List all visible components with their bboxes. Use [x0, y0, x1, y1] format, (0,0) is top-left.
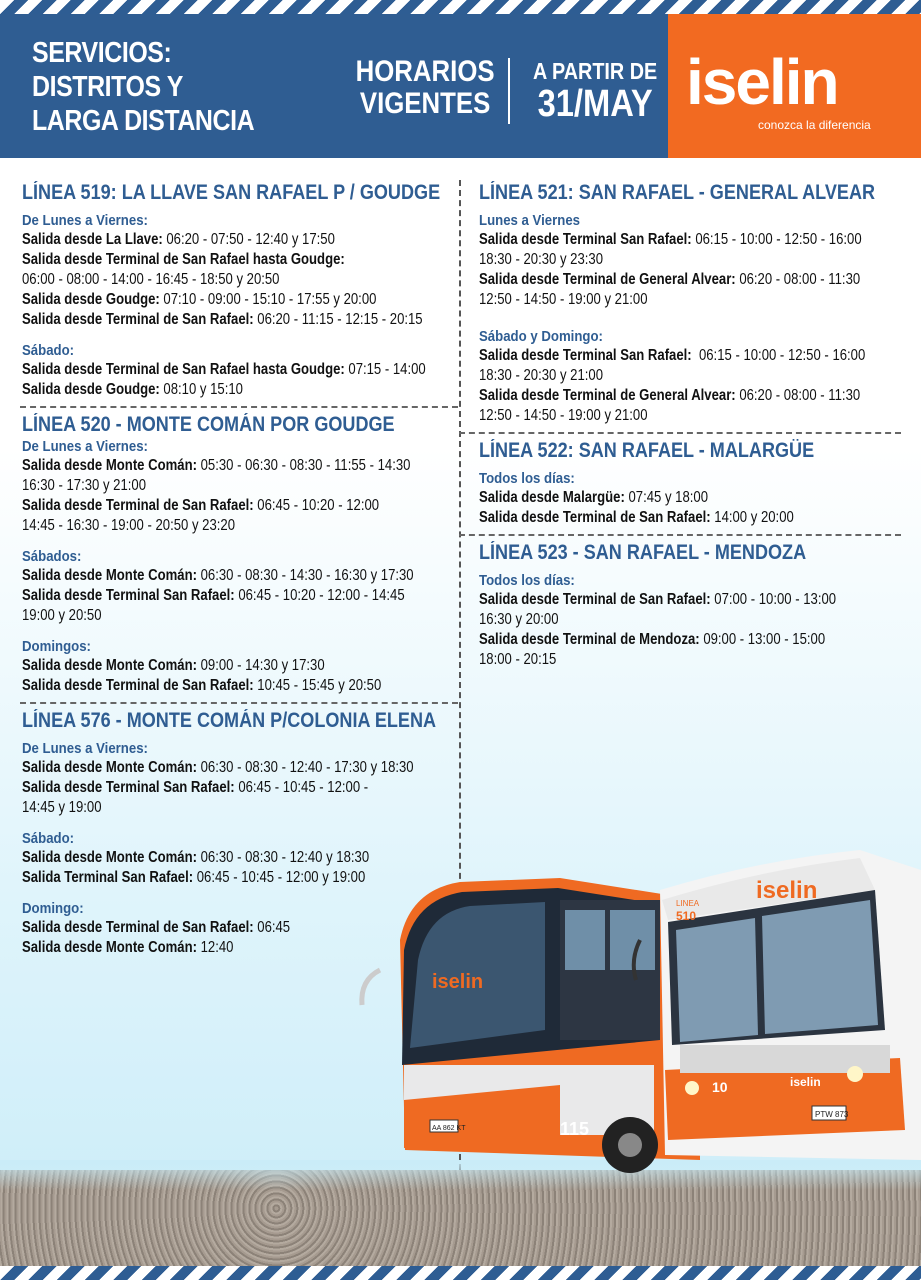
schedule-line: Salida desde Terminal de Mendoza: 09:00 - 13:00 - 15:00: [479, 631, 826, 648]
services-line: DISTRITOS Y: [32, 71, 183, 103]
brand-slogan: conozca la diferencia: [758, 118, 871, 132]
schedule-line: 14:45 - 16:30 - 19:00 - 20:50 y 23:20: [22, 517, 235, 534]
horarios-title: [352, 56, 498, 120]
schedule-line: Salida desde Terminal de San Rafael hasta Goudge:: [22, 251, 345, 268]
coach-number: 115: [560, 1119, 590, 1139]
buses-illustration: [0, 830, 921, 1266]
horarios-line: HORARIOS: [355, 55, 495, 88]
right-column: [479, 176, 904, 670]
route-519: [22, 180, 457, 400]
city-brand: iselin: [756, 877, 818, 904]
section-separator: [20, 406, 458, 408]
schedule-line: Salida desde Terminal de San Rafael: 14:00 y 20:00: [479, 509, 794, 526]
section-separator: [459, 534, 901, 536]
day-label: Sábado:: [22, 830, 75, 847]
schedule-line: Salida desde Monte Comán: 06:30 - 08:30 - 12:40 y 18:30: [22, 849, 370, 866]
day-label: De Lunes a Viernes:: [22, 212, 148, 229]
schedule-line: Salida desde Terminal San Rafael: 06:15 - 10:00 - 12:50 - 16:00: [479, 231, 862, 248]
city-plate: PTW 873: [815, 1110, 849, 1119]
schedule-line: Salida desde Terminal de San Rafael hasta Goudge: 07:15 - 14:00: [22, 361, 426, 378]
schedule-line: Salida desde Terminal San Rafael: 06:45 - 10:20 - 12:00 - 14:45: [22, 587, 405, 604]
services-line: LARGA DISTANCIA: [32, 105, 255, 137]
schedule-line: Salida desde Terminal de San Rafael: 10:45 - 15:45 y 20:50: [22, 677, 382, 694]
coach-brand: iselin: [432, 971, 484, 993]
day-label: Todos los días:: [479, 470, 575, 487]
schedule-line: Salida desde Goudge: 07:10 - 09:00 - 15:10 - 17:55 y 20:00: [22, 291, 377, 308]
header-banner: [0, 14, 921, 158]
coach-plate: AA 862 KT: [432, 1125, 466, 1132]
bottom-stripe-border: [0, 1266, 921, 1280]
day-label: Sábado:: [22, 342, 75, 359]
schedule-line: Salida desde Terminal de General Alvear: 06:20 - 08:00 - 11:30: [479, 387, 861, 404]
route-520: [22, 412, 457, 696]
city-line-label: LINEA: [676, 899, 700, 908]
schedule-line: 06:00 - 08:00 - 14:00 - 16:45 - 18:50 y 20:50: [22, 271, 280, 288]
day-label: Sábado y Domingo:: [479, 328, 603, 345]
effective-date: [522, 58, 668, 124]
day-label: De Lunes a Viernes:: [22, 438, 148, 455]
schedule-line: 16:30 y 20:00: [479, 611, 559, 628]
schedule-line: Salida desde Monte Comán: 06:30 - 08:30 - 12:40 - 17:30 y 18:30: [22, 759, 414, 776]
schedule-line: Salida desde Terminal de San Rafael: 06:20 - 11:15 - 12:15 - 20:15: [22, 311, 423, 328]
city-number: 10: [712, 1079, 728, 1095]
day-label: De Lunes a Viernes:: [22, 740, 148, 757]
schedule-line: Salida desde Monte Comán: 06:30 - 08:30 - 14:30 - 16:30 y 17:30: [22, 567, 414, 584]
horarios-line: VIGENTES: [359, 87, 491, 120]
schedule-line: Salida desde Terminal de San Rafael: 06:45 - 10:20 - 12:00: [22, 497, 380, 514]
day-label: Domingo:: [22, 900, 84, 917]
schedule-line: Salida desde Terminal de San Rafael: 06:45: [22, 919, 291, 936]
schedule-line: Salida desde Terminal San Rafael: 06:45 - 10:45 - 12:00 -: [22, 779, 369, 796]
schedule-line: Salida desde Malargüe: 07:45 y 18:00: [479, 489, 708, 506]
day-label: Domingos:: [22, 638, 91, 655]
schedule-line: 18:30 - 20:30 y 23:30: [479, 251, 604, 268]
section-separator: [459, 432, 901, 434]
city-line-number: 510: [676, 909, 697, 923]
schedule-line: 12:50 - 14:50 - 19:00 y 21:00: [479, 407, 648, 424]
route-title: LÍNEA 522: SAN RAFAEL - MALARGÜE: [479, 439, 815, 462]
schedule-line: 18:00 - 20:15: [479, 651, 557, 668]
schedule-line: Salida desde Goudge: 08:10 y 15:10: [22, 381, 243, 398]
route-title: LÍNEA 576 - MONTE COMÁN P/COLONIA ELENA: [22, 709, 437, 732]
day-label: Todos los días:: [479, 572, 575, 589]
schedule-line: Salida desde La Llave: 06:20 - 07:50 - 12:40 y 17:50: [22, 231, 335, 248]
schedule-line: Salida desde Monte Comán: 05:30 - 06:30 - 08:30 - 11:55 - 14:30: [22, 457, 411, 474]
route-title: LÍNEA 521: SAN RAFAEL - GENERAL ALVEAR: [479, 181, 876, 204]
city-side-brand: iselin: [790, 1075, 821, 1089]
schedule-line: 19:00 y 20:50: [22, 607, 102, 624]
effective-date-label: A PARTIR DE: [533, 58, 658, 84]
day-label: Sábados:: [22, 548, 82, 565]
route-523: [479, 540, 904, 670]
services-line: SERVICIOS:: [32, 37, 172, 69]
coach-bus-icon: [362, 878, 700, 1173]
route-title: LÍNEA 520 - MONTE COMÁN POR GOUDGE: [22, 413, 395, 436]
schedule-line: Salida desde Terminal de General Alvear: 06:20 - 08:00 - 11:30: [479, 271, 861, 288]
effective-date-value: 31/MAY: [537, 83, 653, 125]
schedule-line: Salida desde Monte Comán: 09:00 - 14:30 y 17:30: [22, 657, 325, 674]
iselin-logo: iselin: [686, 46, 838, 118]
top-stripe-border: [0, 0, 921, 14]
bus-photo-scene: [0, 830, 921, 1266]
schedule-line: Salida desde Terminal San Rafael: 06:15 - 10:00 - 12:50 - 16:00: [479, 347, 866, 364]
schedule-line: Salida desde Terminal de San Rafael: 07:00 - 10:00 - 13:00: [479, 591, 837, 608]
schedule-line: 18:30 - 20:30 y 21:00: [479, 367, 604, 384]
schedule-line: 14:45 y 19:00: [22, 799, 102, 816]
header-divider: [508, 58, 510, 124]
schedule-line: 12:50 - 14:50 - 19:00 y 21:00: [479, 291, 648, 308]
route-title: LÍNEA 523 - SAN RAFAEL - MENDOZA: [479, 541, 807, 564]
schedule-line: Salida desde Monte Comán: 12:40: [22, 939, 234, 956]
route-title: LÍNEA 519: LA LLAVE SAN RAFAEL P / GOUDGE: [22, 181, 441, 204]
schedule-line: Salida Terminal San Rafael: 06:45 - 10:45 - 12:00 y 19:00: [22, 869, 366, 886]
day-label: Lunes a Viernes: [479, 212, 581, 229]
section-separator: [20, 702, 458, 704]
route-522: [479, 438, 904, 528]
route-521: [479, 180, 904, 426]
schedule-line: 16:30 - 17:30 y 21:00: [22, 477, 147, 494]
services-title: [32, 36, 324, 138]
